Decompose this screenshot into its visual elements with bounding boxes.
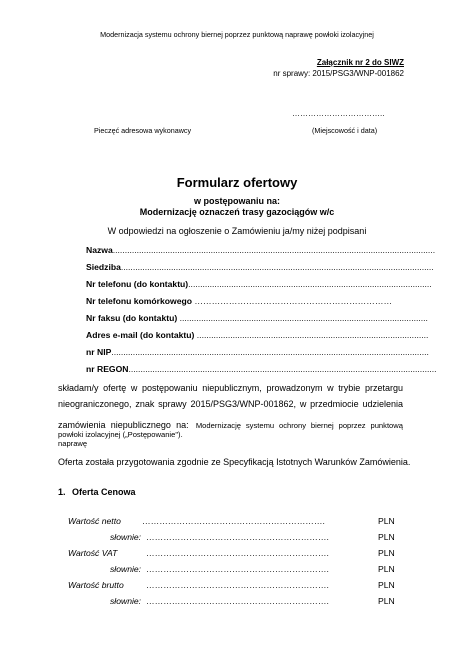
- section-title: Oferta Cenowa: [72, 487, 136, 497]
- price-label: słownie:: [110, 564, 142, 574]
- paragraph-spec: Oferta została przygotowania zgodnie ze Specyfikacją Istotnych Warunków Zamówienia.: [58, 457, 411, 467]
- field-label: Nr telefonu (do kontaktu): [86, 279, 189, 289]
- field-label: Adres e-mail (do kontaktu): [86, 330, 195, 340]
- price-label: Wartość VAT: [68, 548, 118, 558]
- paragraph-line: składam/y ofertę w postępowaniu niepublicznym, prowadzonym w trybie przetargu: [58, 383, 403, 393]
- field-fax[interactable]: [86, 313, 428, 323]
- field-label: nr REGON: [86, 364, 129, 374]
- form-title: Formularz ofertowy: [176, 175, 298, 190]
- price-dots[interactable]: ……………………………………………………….: [142, 516, 325, 526]
- paragraph-text: Modernizację systemu ochrony biernej poprzez punktową naprawę: [58, 421, 403, 448]
- price-label: Wartość brutto: [68, 580, 124, 590]
- price-label: słownie:: [110, 596, 142, 606]
- field-label: Nr telefonu komórkowego: [86, 296, 192, 306]
- price-dots[interactable]: ……………………………………………………….: [146, 596, 329, 606]
- place-date-label: (Miejscowość i data): [312, 126, 378, 135]
- field-fill: ........................................................................................................: [179, 313, 428, 323]
- price-dots[interactable]: ……………………………………………………….: [146, 564, 329, 574]
- price-label: Wartość netto: [68, 516, 121, 526]
- stamp-label: Pieczęć adresowa wykonawcy: [94, 126, 192, 135]
- price-unit: PLN: [378, 564, 395, 574]
- price-unit: PLN: [378, 580, 395, 590]
- place-date-dots: ……………………………..: [292, 109, 385, 118]
- price-unit: PLN: [378, 548, 395, 558]
- price-dots[interactable]: ……………………………………………………….: [146, 548, 329, 558]
- field-name[interactable]: [86, 245, 436, 255]
- price-unit: PLN: [378, 532, 395, 542]
- form-subject: Modernizację oznaczeń trasy gazociągów w/c: [139, 207, 335, 217]
- field-fill: .....................................................................................................................................: [111, 347, 429, 357]
- field-address[interactable]: [86, 262, 434, 272]
- price-label: słownie:: [110, 532, 142, 542]
- field-label: Nazwa: [86, 245, 113, 255]
- field-label: Nr faksu (do kontaktu): [86, 313, 178, 323]
- field-fill: .................................................................................................: [196, 330, 429, 340]
- field-fill: ...................................................................................................................................: [120, 262, 434, 272]
- price-dots[interactable]: ……………………………………………………….: [146, 532, 329, 542]
- form-intro: W odpowiedzi na ogłoszenie o Zamówieniu ja/my niżej podpisani: [107, 226, 367, 236]
- field-fill: ……………………………………………………………: [194, 296, 393, 306]
- section-number: 1.: [58, 487, 66, 497]
- price-unit: PLN: [378, 596, 395, 606]
- field-fill: .................................................................................................................................: [128, 364, 437, 374]
- paragraph-text: zamówienia niepublicznego na:: [58, 420, 189, 430]
- field-phone[interactable]: [86, 279, 432, 289]
- field-fill: ......................................................................................................: [188, 279, 432, 289]
- form-subtitle: w postępowaniu na:: [193, 196, 280, 206]
- field-nip[interactable]: [86, 347, 429, 357]
- paragraph-line: nieograniczonego, znak sprawy 2015/PSG3/WNP-001862, w przedmiocie udzielenia: [58, 399, 403, 409]
- price-unit: PLN: [378, 516, 395, 526]
- field-email[interactable]: [86, 330, 429, 340]
- case-number: nr sprawy: 2015/PSG3/WNP-001862: [273, 69, 404, 78]
- field-fill: .......................................................................................................................................: [112, 245, 436, 255]
- field-label: Siedziba: [86, 262, 121, 272]
- paragraph-line: powłoki izolacyjnej („Postępowanie").: [58, 430, 183, 439]
- field-mobile[interactable]: [86, 296, 400, 306]
- price-dots[interactable]: ……………………………………………………….: [146, 580, 329, 590]
- field-regon[interactable]: [86, 364, 437, 374]
- field-label: nr NIP: [86, 347, 112, 357]
- attachment-title: Załącznik nr 2 do SIWZ: [316, 58, 404, 67]
- document-header: Modernizacja systemu ochrony biernej poprzez punktową naprawę powłoki izolacyjnej: [100, 30, 374, 39]
